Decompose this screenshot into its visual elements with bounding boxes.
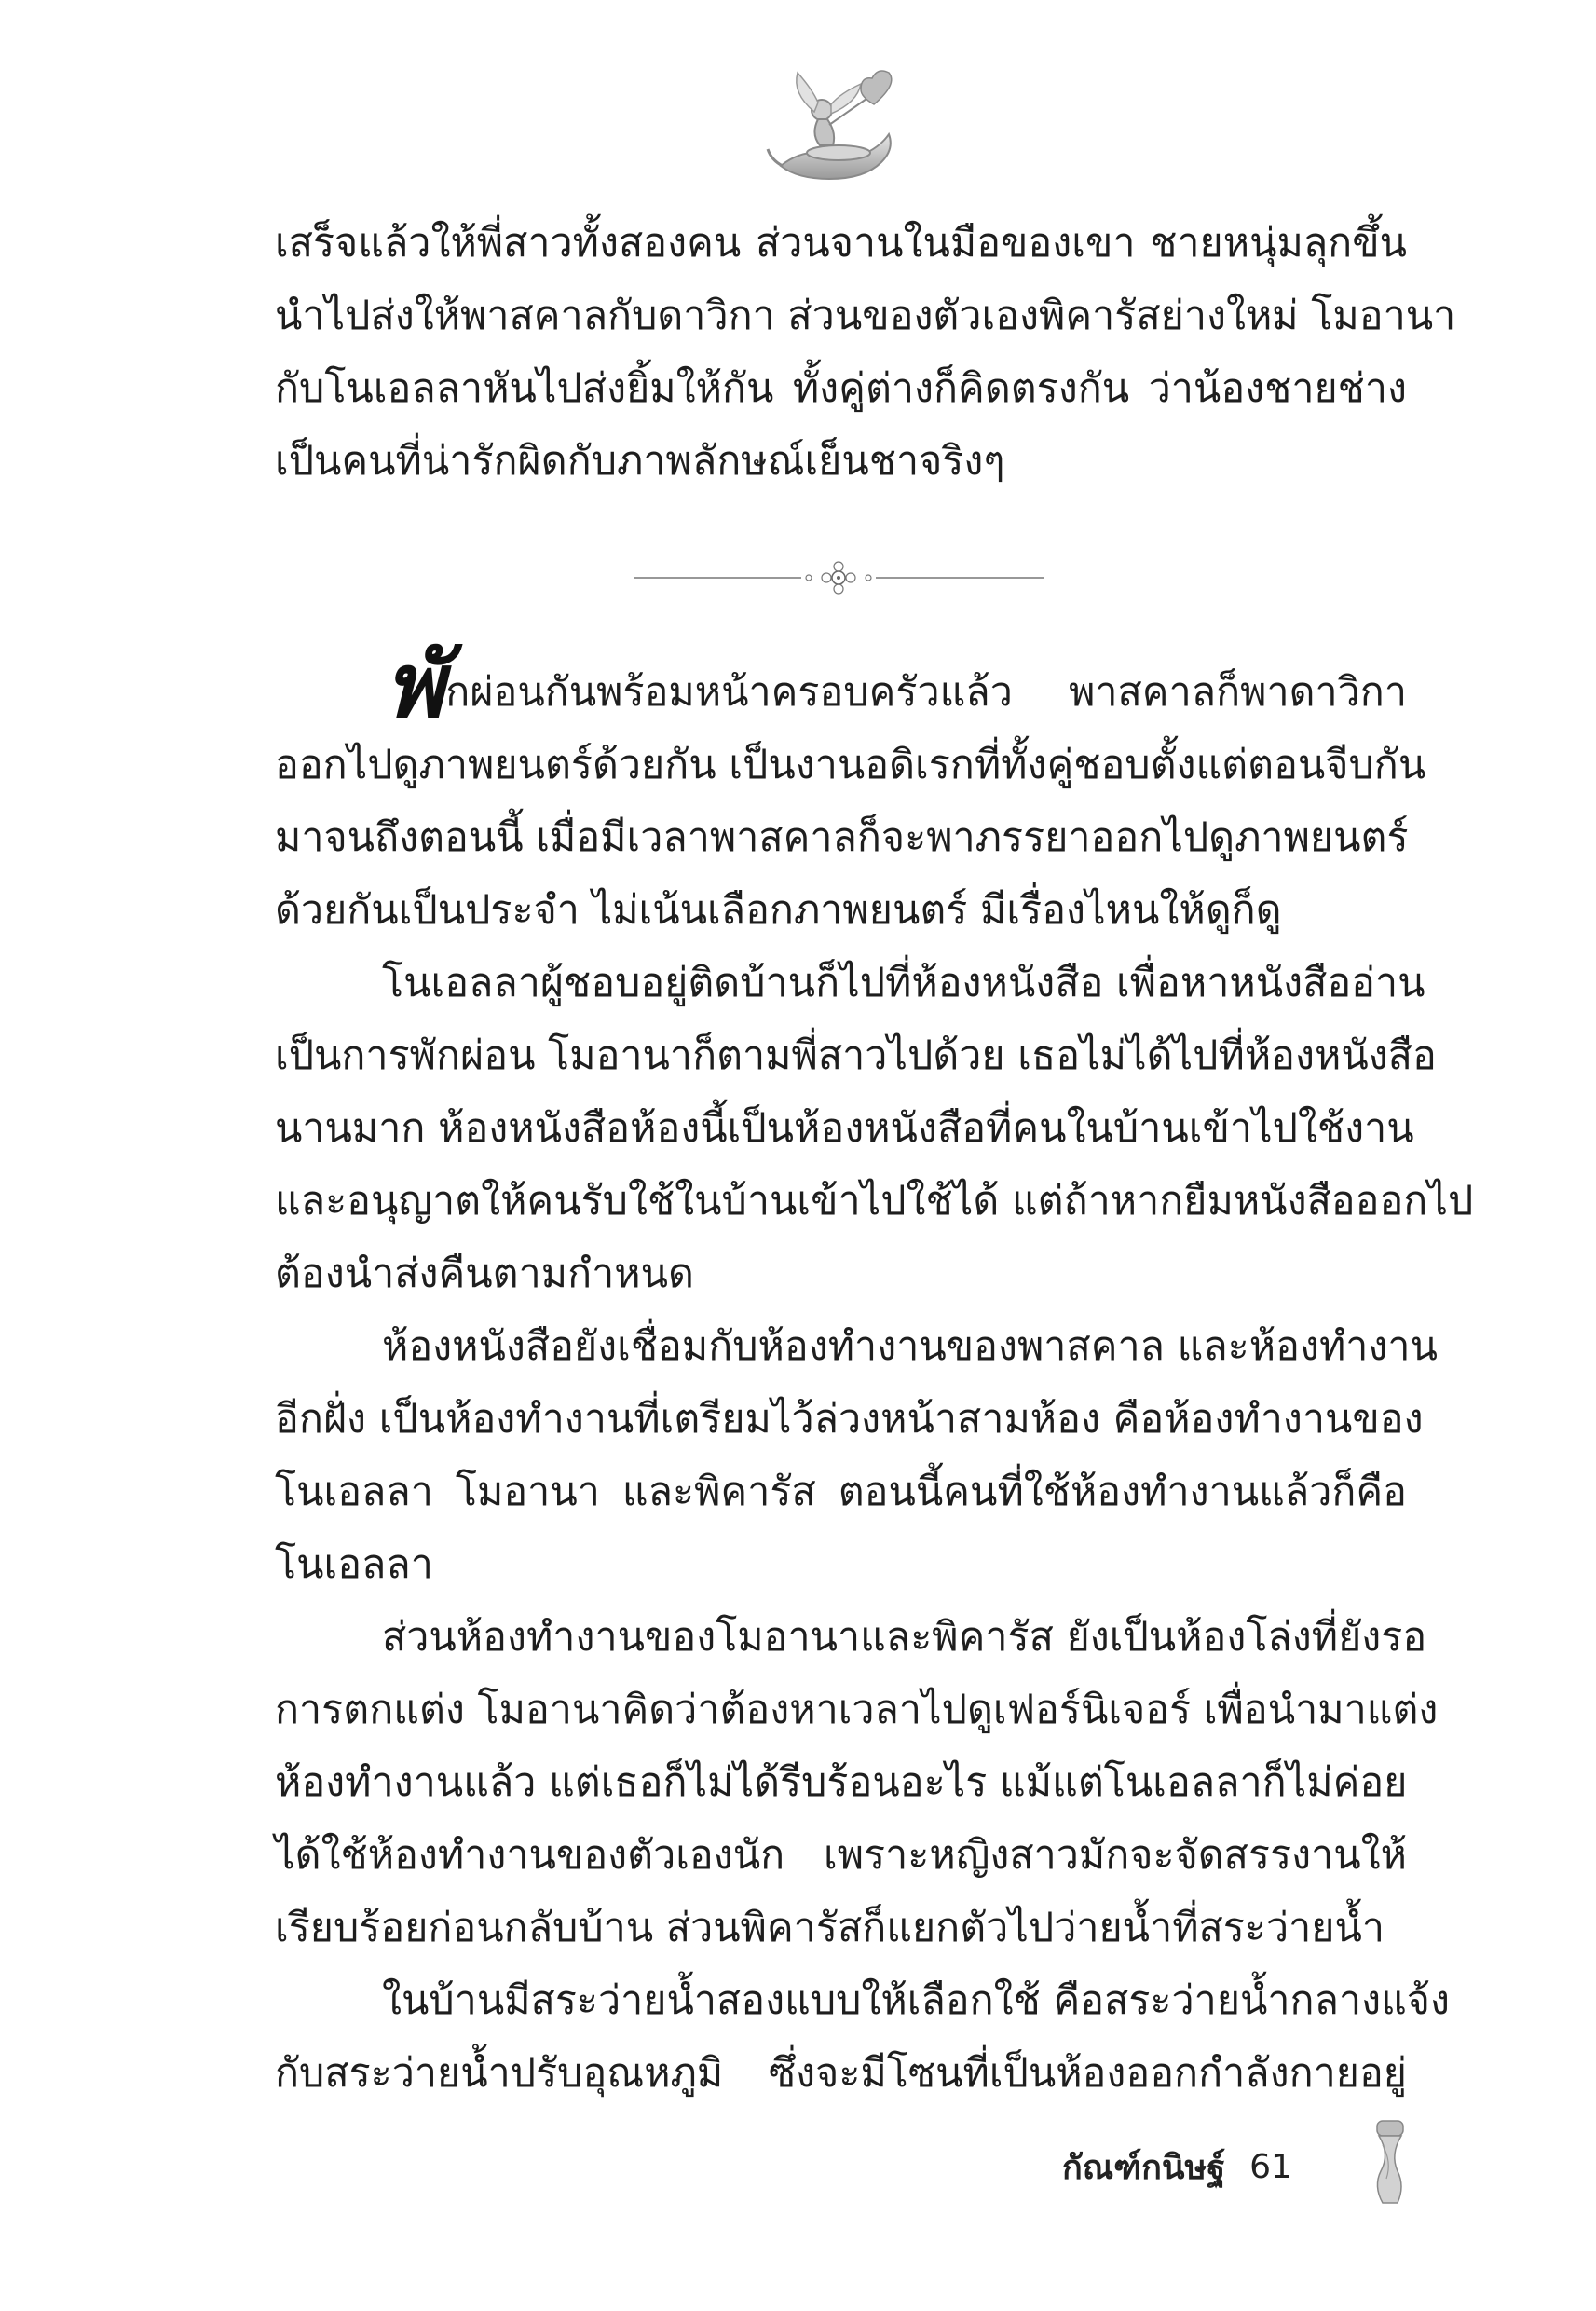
text-line: อีกฝั่ง เป็นห้องทำงานที่เตรียมไว้ล่วงหน้าสามห้อง คือห้องทำงานของ (275, 1396, 1424, 1443)
text-line: ได้ใช้ห้องทำงานของตัวเองนัก เพราะหญิงสาวมักจะจัดสรรงานให้ (275, 1832, 1407, 1879)
text-line: ส่วนห้องทำงานของโมอานาและพิคารัส ยังเป็นห้องโล่งที่ยังรอ (382, 1614, 1427, 1661)
text-line: ออกไปดูภาพยนตร์ด้วยกัน เป็นงานอดิเรกที่ทั้งคู่ชอบตั้งแต่ตอนจีบกัน (275, 742, 1426, 788)
text-line: เป็นคนที่น่ารักผิดกับภาพลักษณ์เย็นชาจริงๆ (275, 438, 1005, 485)
text-line: เรียบร้อยก่อนกลับบ้าน ส่วนพิคารัสก็แยกตัวไปว่ายน้ำที่สระว่ายน้ำ (275, 1905, 1385, 1951)
drop-cap: พั (385, 634, 444, 738)
text-line: ห้องหนังสือยังเชื่อมกับห้องทำงานของพาสคาล และห้องทำงาน (382, 1323, 1438, 1370)
text-line: นานมาก ห้องหนังสือห้องนี้เป็นห้องหนังสือที่คนในบ้านเข้าไปใช้งาน (275, 1105, 1414, 1152)
floral-divider-icon (634, 559, 1044, 596)
text-line: กับสระว่ายน้ำปรับอุณหภูมิ ซึ่งจะมีโซนที่เป็นห้องออกกำลังกายอยู่ (275, 2050, 1407, 2097)
text-line: กผ่อนกันพร้อมหน้าครอบครัวแล้ว พาสคาลก็พาดาวิกา (445, 669, 1407, 716)
text-line: มาจนถึงตอนนี้ เมื่อมีเวลาพาสคาลก็จะพาภรรยาออกไปดูภาพยนตร์ (275, 814, 1409, 861)
text-line: โนเอลลาผู้ชอบอยู่ติดบ้านก็ไปที่ห้องหนังสือ เพื่อหาหนังสืออ่าน (382, 960, 1425, 1006)
text-line: ด้วยกันเป็นประจำ ไม่เน้นเลือกภาพยนตร์ มีเรื่องไหนให้ดูก็ดู (275, 887, 1282, 934)
text-line: โนเอลลา โมอานา และพิคารัส ตอนนี้คนที่ใช้ห้องทำงานแล้วก็คือ (275, 1469, 1407, 1515)
teapot-cupid-icon (764, 56, 904, 186)
text-line: ห้องทำงานแล้ว แต่เธอก็ไม่ได้รีบร้อนอะไร แม้แต่โนเอลลาก็ไม่ค่อย (275, 1759, 1408, 1806)
text-line: โนเอลลา (275, 1541, 433, 1588)
text-line: ในบ้านมีสระว่ายน้ำสองแบบให้เลือกใช้ คือสระว่ายน้ำกลางแจ้ง (382, 1977, 1450, 2024)
book-title: กัณฑ์กนิษฐ์ (1062, 2148, 1226, 2187)
text-line: นำไปส่งให้พาสคาลกับดาวิกา ส่วนของตัวเองพิคารัสย่างใหม่ โมอานา (275, 293, 1456, 339)
text-line: เสร็จแล้วให้พี่สาวทั้งสองคน ส่วนจานในมือของเขา ชายหนุ่มลุกขึ้น (275, 220, 1407, 267)
dropcap-line (275, 634, 1407, 738)
text-line: เป็นการพักผ่อน โมอานาก็ตามพี่สาวไปด้วย เธอไม่ได้ไปที่ห้องหนังสือ (275, 1032, 1437, 1079)
page-number: 61 (1249, 2147, 1292, 2186)
paragraph-block-2 (275, 634, 1474, 2110)
text-line: ต้องนำส่งคืนตามกำหนด (275, 1251, 694, 1297)
paragraph-block-1 (275, 207, 1456, 498)
text-line: และอนุญาตให้คนรับใช้ในบ้านเข้าไปใช้ได้ แต่ถ้าหากยืมหนังสือออกไป (275, 1178, 1474, 1224)
text-line: กับโนเอลลาหันไปส่งยิ้มให้กัน ทั้งคู่ต่างก็คิดตรงกัน ว่าน้องชายช่าง (275, 365, 1407, 412)
text-line: การตกแต่ง โมอานาคิดว่าต้องหาเวลาไปดูเฟอร์นิเจอร์ เพื่อนำมาแต่ง (275, 1687, 1439, 1733)
scroll-ornament-icon (1370, 2117, 1411, 2207)
page-footer (1062, 2134, 1292, 2199)
